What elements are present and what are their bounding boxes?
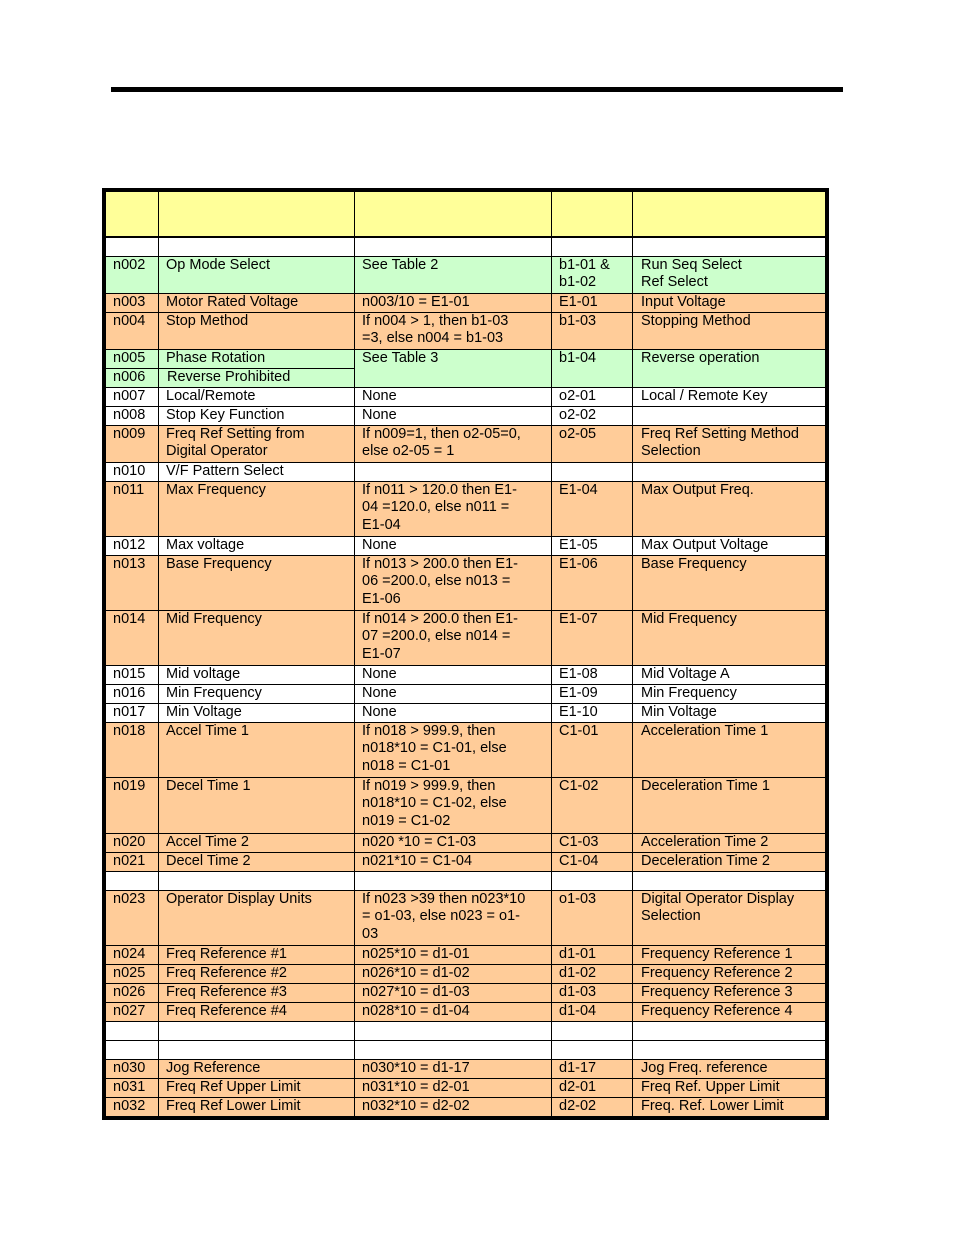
new-param-cell: C1-01 [552,722,633,777]
conversion-cell: If n009=1, then o2-05=0, else o2-05 = 1 [355,425,552,462]
new-name-cell: Base Frequency [633,555,826,610]
conversion-cell: If n019 > 999.9, then n018*10 = C1-02, else n019 = C1-02 [355,777,552,833]
conversion-cell: n028*10 = d1-04 [355,1002,552,1021]
table-row [106,871,826,890]
param-name-cell: Min Frequency [159,684,355,703]
new-param-cell: d1-17 [552,1059,633,1078]
header-cell [355,192,552,238]
conversion-cell: n021*10 = C1-04 [355,852,552,871]
new-name-cell: Frequency Reference 3 [633,983,826,1002]
param-code-cell: n006 [106,368,159,387]
new-name-cell: Local / Remote Key [633,387,826,406]
new-name-cell: Acceleration Time 1 [633,722,826,777]
new-name-cell: Frequency Reference 4 [633,1002,826,1021]
new-name-cell: Jog Freq. reference [633,1059,826,1078]
new-param-cell: d2-01 [552,1078,633,1097]
new-param-cell: o2-05 [552,425,633,462]
param-code-cell: n032 [106,1097,159,1116]
param-name-cell: Freq Reference #4 [159,1002,355,1021]
table-row [106,777,826,833]
param-name-cell [159,1021,355,1040]
header-cell [159,192,355,238]
table-header-row [106,192,826,238]
param-code-cell: n021 [106,852,159,871]
table-row [106,425,826,462]
param-code-cell: n007 [106,387,159,406]
new-param-cell: E1-07 [552,610,633,665]
new-param-cell [552,1021,633,1040]
new-param-cell: C1-02 [552,777,633,833]
conversion-cell [355,462,552,481]
param-name-cell: Freq Ref Upper Limit [159,1078,355,1097]
new-name-cell: Acceleration Time 2 [633,833,826,852]
conversion-cell: If n011 > 120.0 then E1- 04 =120.0, else n011 = E1-04 [355,481,552,536]
new-param-cell: d1-02 [552,964,633,983]
param-code-cell [106,1040,159,1059]
new-param-cell [552,237,633,256]
param-code-cell: n014 [106,610,159,665]
param-code-cell: n023 [106,890,159,945]
param-code-cell: n015 [106,665,159,684]
param-code-cell: n019 [106,777,159,833]
table-row [106,665,826,684]
param-code-cell [106,237,159,256]
new-param-cell: b1-03 [552,312,633,349]
new-param-cell: E1-10 [552,703,633,722]
table-row [106,833,826,852]
param-code-cell: n026 [106,983,159,1002]
conversion-cell [355,871,552,890]
new-name-cell [633,406,826,425]
table-row [106,349,826,368]
new-name-cell: Deceleration Time 2 [633,852,826,871]
conversion-cell: If n014 > 200.0 then E1- 07 =200.0, else n014 = E1-07 [355,610,552,665]
param-name-cell: Accel Time 1 [159,722,355,777]
conversion-cell: n032*10 = d2-02 [355,1097,552,1116]
param-name-cell [159,871,355,890]
new-param-cell: C1-03 [552,833,633,852]
param-code-cell: n027 [106,1002,159,1021]
conversion-cell: n020 *10 = C1-03 [355,833,552,852]
new-param-cell: d1-01 [552,945,633,964]
new-name-cell: Reverse operation [633,349,826,387]
header-cell [633,192,826,238]
new-param-cell: C1-04 [552,852,633,871]
param-code-cell: n010 [106,462,159,481]
table-row [106,684,826,703]
param-name-cell [159,237,355,256]
table-row [106,1002,826,1021]
new-param-cell: o1-03 [552,890,633,945]
new-param-cell: E1-09 [552,684,633,703]
table-row [106,983,826,1002]
param-code-cell: n020 [106,833,159,852]
param-code-cell: n005 [106,349,159,368]
conversion-cell: See Table 3 [355,349,552,387]
parameter-table-frame [102,188,829,1120]
table-row [106,293,826,312]
header-cell [106,192,159,238]
param-name-cell: Freq Ref Lower Limit [159,1097,355,1116]
table-row [106,890,826,945]
table-row [106,722,826,777]
param-name-cell: Freq Ref Setting from Digital Operator [159,425,355,462]
parameter-table [105,191,826,1117]
new-name-cell [633,1040,826,1059]
parameter-table-body [106,192,826,1117]
conversion-cell: See Table 2 [355,256,552,293]
param-code-cell: n002 [106,256,159,293]
new-param-cell: o2-01 [552,387,633,406]
conversion-cell: n026*10 = d1-02 [355,964,552,983]
param-code-cell: n011 [106,481,159,536]
new-param-cell [552,871,633,890]
new-name-cell: Digital Operator Display Selection [633,890,826,945]
param-name-cell: Max Frequency [159,481,355,536]
conversion-cell: n027*10 = d1-03 [355,983,552,1002]
new-param-cell: d1-04 [552,1002,633,1021]
new-param-cell: E1-04 [552,481,633,536]
conversion-cell: n031*10 = d2-01 [355,1078,552,1097]
conversion-cell: If n018 > 999.9, then n018*10 = C1-01, else n018 = C1-01 [355,722,552,777]
param-name-cell: Base Frequency [159,555,355,610]
conversion-cell: None [355,684,552,703]
conversion-cell: None [355,536,552,555]
param-code-cell: n008 [106,406,159,425]
conversion-cell: n030*10 = d1-17 [355,1059,552,1078]
param-code-cell: n012 [106,536,159,555]
conversion-cell: n025*10 = d1-01 [355,945,552,964]
param-name-cell: Operator Display Units [159,890,355,945]
new-param-cell: d1-03 [552,983,633,1002]
table-row [106,610,826,665]
new-name-cell: Frequency Reference 2 [633,964,826,983]
table-row [106,406,826,425]
conversion-cell [355,237,552,256]
param-code-cell [106,871,159,890]
conversion-cell: None [355,406,552,425]
top-rule [111,87,843,92]
new-name-cell: Max Output Freq. [633,481,826,536]
param-code-cell: n030 [106,1059,159,1078]
param-code-cell: n017 [106,703,159,722]
param-code-cell: n024 [106,945,159,964]
table-row [106,536,826,555]
param-code-cell: n004 [106,312,159,349]
new-param-cell: d2-02 [552,1097,633,1116]
table-row [106,256,826,293]
table-row [106,1078,826,1097]
table-row [106,462,826,481]
new-name-cell: Run Seq Select Ref Select [633,256,826,293]
new-param-cell [552,462,633,481]
new-name-cell: Min Voltage [633,703,826,722]
table-row [106,312,826,349]
param-name-cell: Motor Rated Voltage [159,293,355,312]
header-cell [552,192,633,238]
param-name-cell: Accel Time 2 [159,833,355,852]
param-name-cell: Freq Reference #3 [159,983,355,1002]
new-name-cell: Min Frequency [633,684,826,703]
param-name-cell: V/F Pattern Select [159,462,355,481]
new-param-cell: E1-06 [552,555,633,610]
table-row [106,1021,826,1040]
new-name-cell [633,1021,826,1040]
param-name-cell: Phase Rotation [159,349,355,368]
new-name-cell: Freq Ref Setting Method Selection [633,425,826,462]
conversion-cell: None [355,665,552,684]
new-param-cell: o2-02 [552,406,633,425]
conversion-cell: If n013 > 200.0 then E1- 06 =200.0, else n013 = E1-06 [355,555,552,610]
new-param-cell: b1-04 [552,349,633,387]
conversion-cell: If n023 >39 then n023*10 = o1-03, else n023 = o1- 03 [355,890,552,945]
table-row [106,481,826,536]
new-name-cell: Mid Frequency [633,610,826,665]
param-code-cell [106,1021,159,1040]
new-name-cell: Deceleration Time 1 [633,777,826,833]
table-row [106,945,826,964]
param-name-cell: Mid voltage [159,665,355,684]
param-name-cell: Jog Reference [159,1059,355,1078]
param-code-cell: n031 [106,1078,159,1097]
table-row [106,555,826,610]
new-name-cell: Freq Ref. Upper Limit [633,1078,826,1097]
conversion-cell: None [355,703,552,722]
param-name-cell: Stop Key Function [159,406,355,425]
table-row [106,852,826,871]
new-param-cell: E1-01 [552,293,633,312]
table-row [106,703,826,722]
param-code-cell: n016 [106,684,159,703]
param-name-cell: Local/Remote [159,387,355,406]
conversion-cell: If n004 > 1, then b1-03 =3, else n004 = b1-03 [355,312,552,349]
new-param-cell: E1-05 [552,536,633,555]
conversion-cell [355,1021,552,1040]
new-name-cell: Stopping Method [633,312,826,349]
new-name-cell: Input Voltage [633,293,826,312]
param-name-cell: Stop Method [159,312,355,349]
conversion-cell: None [355,387,552,406]
param-name-cell [159,1040,355,1059]
param-code-cell: n025 [106,964,159,983]
table-row [106,387,826,406]
conversion-cell: n003/10 = E1-01 [355,293,552,312]
new-name-cell [633,237,826,256]
param-name-cell: Mid Frequency [159,610,355,665]
param-name-cell: Decel Time 2 [159,852,355,871]
table-row [106,964,826,983]
param-name-cell: Decel Time 1 [159,777,355,833]
new-param-cell [552,1040,633,1059]
param-name-cell: Reverse Prohibited [159,368,355,387]
param-code-cell: n003 [106,293,159,312]
new-name-cell: Max Output Voltage [633,536,826,555]
param-name-cell: Max voltage [159,536,355,555]
param-name-cell: Freq Reference #2 [159,964,355,983]
param-code-cell: n009 [106,425,159,462]
param-name-cell: Min Voltage [159,703,355,722]
new-name-cell: Mid Voltage A [633,665,826,684]
conversion-cell [355,1040,552,1059]
new-name-cell: Frequency Reference 1 [633,945,826,964]
new-name-cell [633,462,826,481]
param-name-cell: Freq Reference #1 [159,945,355,964]
param-code-cell: n018 [106,722,159,777]
param-name-cell: Op Mode Select [159,256,355,293]
new-name-cell: Freq. Ref. Lower Limit [633,1097,826,1116]
table-row [106,237,826,256]
table-row [106,1059,826,1078]
new-param-cell: b1-01 & b1-02 [552,256,633,293]
table-row [106,1097,826,1116]
new-name-cell [633,871,826,890]
table-row [106,1040,826,1059]
new-param-cell: E1-08 [552,665,633,684]
param-code-cell: n013 [106,555,159,610]
